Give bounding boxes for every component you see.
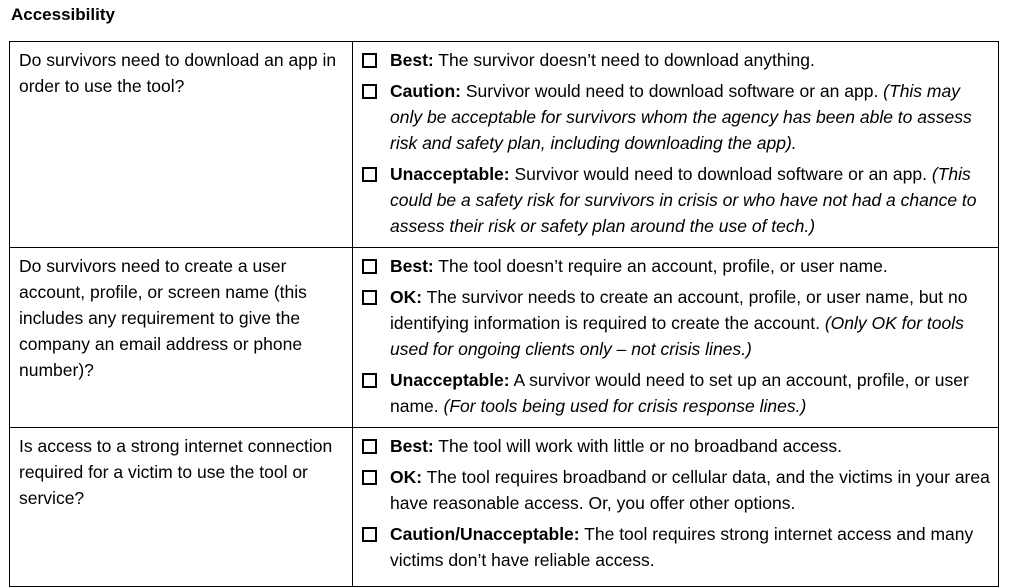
option-list bbox=[362, 47, 992, 239]
option-item bbox=[362, 161, 992, 239]
option-text: The tool requires broadband or cellular data, and the victims in your area have reasonable access. Or, you offer other options. bbox=[390, 467, 990, 513]
option-text: A survivor would need to set up an account, profile, or user name. bbox=[390, 370, 969, 416]
table-row bbox=[10, 248, 999, 428]
checkbox-icon[interactable] bbox=[362, 439, 377, 454]
option-text: The tool will work with little or no broadband access. bbox=[433, 436, 842, 456]
table-row bbox=[10, 428, 999, 587]
option-item bbox=[362, 253, 992, 279]
checkbox-icon[interactable] bbox=[362, 167, 377, 182]
option-label: Caution: bbox=[390, 81, 461, 101]
option-text: Survivor would need to download software or an app. bbox=[509, 164, 932, 184]
option-text: The tool doesn’t require an account, profile, or user name. bbox=[433, 256, 888, 276]
option-label: OK: bbox=[390, 467, 423, 487]
checkbox-icon[interactable] bbox=[362, 53, 377, 68]
checkbox-icon[interactable] bbox=[362, 259, 377, 274]
option-label: Best: bbox=[390, 50, 434, 70]
option-item bbox=[362, 78, 992, 156]
option-label: Best: bbox=[390, 436, 434, 456]
option-item bbox=[362, 521, 992, 573]
option-item bbox=[362, 433, 992, 459]
option-list bbox=[362, 433, 992, 573]
options-cell bbox=[353, 428, 999, 587]
option-label: Unacceptable: bbox=[390, 164, 510, 184]
question-cell: Is access to a strong internet connection required for a victim to use the tool or service? bbox=[10, 428, 353, 587]
options-cell bbox=[353, 42, 999, 248]
table-row bbox=[10, 42, 999, 248]
option-note: (This may only be acceptable for survivors whom the agency has been able to assess risk and safety plan, including downloading the app). bbox=[390, 81, 972, 153]
option-item bbox=[362, 47, 992, 73]
checkbox-icon[interactable] bbox=[362, 527, 377, 542]
option-label: Caution/Unacceptable: bbox=[390, 524, 580, 544]
option-item bbox=[362, 464, 992, 516]
options-cell bbox=[353, 248, 999, 428]
section-heading: Accessibility bbox=[11, 5, 115, 24]
checkbox-icon[interactable] bbox=[362, 373, 377, 388]
option-note: (Only OK for tools used for ongoing clients only – not crisis lines.) bbox=[390, 313, 964, 359]
question-cell: Do survivors need to create a user account, profile, or screen name (this includes any requirement to give the company an email address or phone number)? bbox=[10, 248, 353, 428]
checkbox-icon[interactable] bbox=[362, 470, 377, 485]
option-list bbox=[362, 253, 992, 419]
option-label: Best: bbox=[390, 256, 434, 276]
accessibility-criteria-table bbox=[9, 41, 999, 587]
question-cell: Do survivors need to download an app in order to use the tool? bbox=[10, 42, 353, 248]
option-label: Unacceptable: bbox=[390, 370, 510, 390]
option-item bbox=[362, 367, 992, 419]
option-text: Survivor would need to download software or an app. bbox=[460, 81, 884, 101]
option-text: The survivor doesn’t need to download anything. bbox=[433, 50, 815, 70]
checkbox-icon[interactable] bbox=[362, 84, 377, 99]
checkbox-icon[interactable] bbox=[362, 290, 377, 305]
option-label: OK: bbox=[390, 287, 423, 307]
option-text: The tool requires strong internet access and many victims don’t have reliable access. bbox=[390, 524, 974, 570]
option-note: (This could be a safety risk for survivors in crisis or who have not had a chance to assess their risk or safety plan around the use of tech.) bbox=[390, 164, 977, 236]
option-item bbox=[362, 284, 992, 362]
option-text: The survivor needs to create an account, profile, or user name, but no identifying information is required to create the account. bbox=[390, 287, 968, 333]
option-note: (For tools being used for crisis response lines.) bbox=[443, 396, 807, 416]
